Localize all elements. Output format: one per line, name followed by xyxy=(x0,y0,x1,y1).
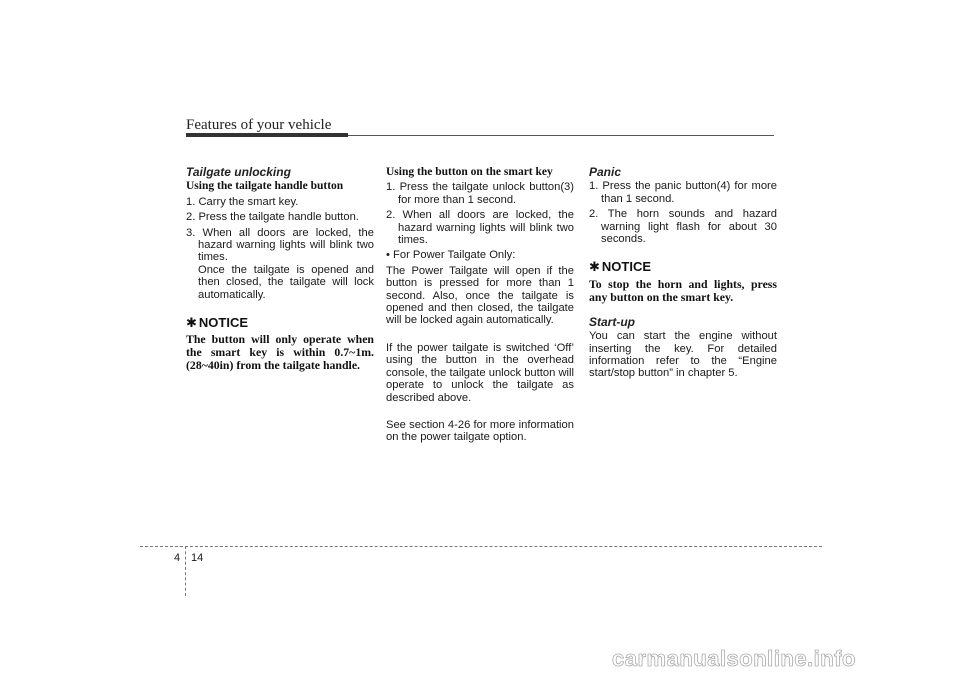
smart-key-steps-list xyxy=(386,181,574,246)
step3-continuation: Once the tailgate is opened and then closed, the tailgate will lock automatically. xyxy=(198,263,374,301)
notice-label: NOTICE xyxy=(601,259,652,275)
notice-text: The button will only operate when the smart key is within 0.7~1m. (28~40in) from the tailgate handle. xyxy=(186,332,374,373)
list-item: 2. Press the tailgate handle button. xyxy=(186,211,359,224)
watermark: carmanualsonline.info xyxy=(612,646,856,671)
footer-rule xyxy=(140,546,822,547)
section-title-tailgate-unlocking: Tailgate unlocking xyxy=(186,165,291,179)
page-header-title: Features of your vehicle xyxy=(186,117,332,133)
paragraph: You can start the engine without inserting the key. For detailed information refer to the “Engine start/stop button” in chapter 5. xyxy=(589,330,777,380)
list-item: 1. Press the panic button(4) for more than 1 second. xyxy=(589,180,777,205)
notice-heading xyxy=(186,317,374,329)
notice-label: NOTICE xyxy=(198,315,249,331)
list-item: 2. The horn sounds and hazard warning light flash for about 30 seconds. xyxy=(589,208,777,246)
subhead-smart-key-button: Using the button on the smart key xyxy=(386,166,553,178)
column-panic-startup xyxy=(589,166,777,383)
subhead-handle-button: Using the tailgate handle button xyxy=(186,180,344,193)
handle-steps-list xyxy=(186,196,374,264)
notice-heading xyxy=(589,261,777,273)
notice-cross-icon: ✱ xyxy=(186,315,197,331)
footer-divider xyxy=(185,546,186,596)
panic-steps-list xyxy=(589,180,777,245)
chapter-number: 4 xyxy=(174,552,181,564)
notice-cross-icon: ✱ xyxy=(589,259,600,275)
column-smart-key-button xyxy=(386,166,574,447)
notice-text: To stop the horn and lights, press any button on the smart key. xyxy=(589,276,777,304)
paragraph: The Power Tailgate will open if the button is pressed for more than 1 second. Also, once the tailgate is opened and then closed, the tailgate will be locked again automatically. xyxy=(386,264,574,327)
list-item: 2. When all doors are locked, the hazard warning lights will blink two times. xyxy=(386,209,574,247)
header-rule-accent xyxy=(186,133,348,137)
power-tailgate-bullet: • For Power Tailgate Only: xyxy=(386,249,516,262)
column-tailgate-handle xyxy=(186,166,374,372)
section-title-panic: Panic xyxy=(589,165,622,179)
section-title-startup: Start-up xyxy=(589,314,635,329)
paragraph: See section 4-26 for more information on the power tailgate option. xyxy=(386,418,574,444)
paragraph: If the power tailgate is switched ‘Off’ using the button in the overhead console, the tailgate unlock button will operate to unlock the tailgate as described above. xyxy=(386,341,574,404)
page-number: 14 xyxy=(191,552,204,564)
list-item: 1. Press the tailgate unlock button(3) for more than 1 second. xyxy=(386,181,574,206)
list-item: 1. Carry the smart key. xyxy=(186,195,299,208)
list-item: 3. When all doors are locked, the hazard warning lights will blink two times. xyxy=(186,226,374,264)
